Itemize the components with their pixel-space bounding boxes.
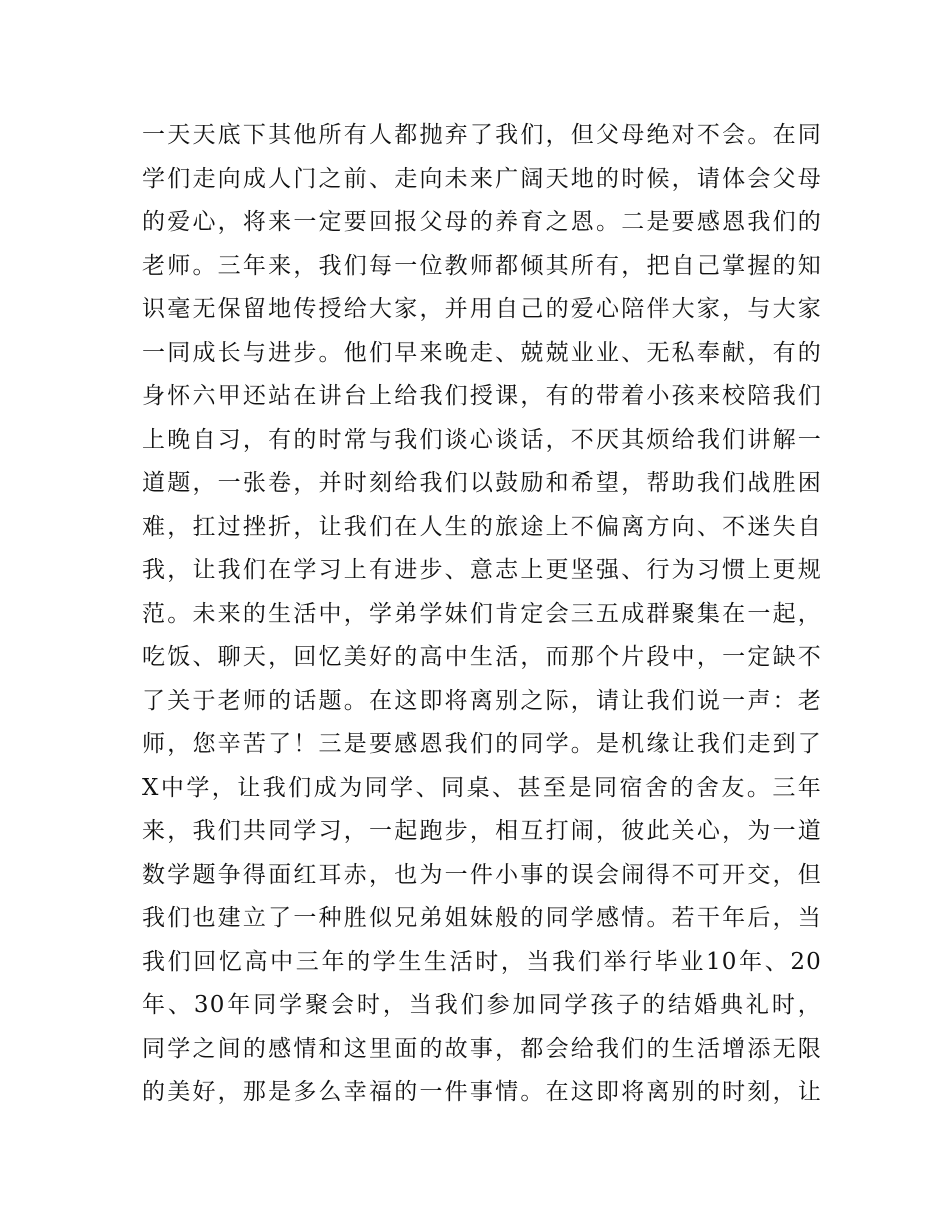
text-line-17: 来，我们共同学习，一起跑步，相互打闹，彼此关心，为一道 xyxy=(142,818,822,844)
text-line-21: 年、30年同学聚会时，当我们参加同学孩子的结婚典礼时， xyxy=(142,992,822,1018)
text-line-12: 范。未来的生活中，学弟学妹们肯定会三五成群聚集在一起， xyxy=(142,600,822,627)
text-line-7: 身怀六甲还站在讲台上给我们授课，有的带着小孩来校陪我们 xyxy=(142,383,822,409)
text-line-9: 道题，一张卷，并时刻给我们以鼓励和希望，帮助我们战胜困 xyxy=(142,470,822,496)
text-line-20: 我们回忆高中三年的学生生活时，当我们举行毕业10年、20 xyxy=(142,948,822,975)
text-line-22: 同学之间的感情和这里面的故事，都会给我们的生活增添无限 xyxy=(142,1035,822,1062)
text-line-6: 一同成长与进步。他们早来晚走、兢兢业业、无私奉献，有的 xyxy=(142,339,822,366)
text-line-1: 一天天底下其他所有人都抛弃了我们，但父母绝对不会。在同 xyxy=(142,122,822,148)
text-line-18: 数学题争得面红耳赤，也为一件小事的误会闹得不可开交，但 xyxy=(142,861,822,888)
text-line-8: 上晚自习，有的时常与我们谈心谈话，不厌其烦给我们讲解一 xyxy=(142,426,822,453)
text-line-19: 我们也建立了一种胜似兄弟姐妹般的同学感情。若干年后，当 xyxy=(142,905,822,931)
text-line-4: 老师。三年来，我们每一位教师都倾其所有，把自己掌握的知 xyxy=(142,252,822,279)
text-line-2: 学们走向成人门之前、走向未来广阔天地的时候，请体会父母 xyxy=(142,165,822,192)
text-line-11: 我，让我们在学习上有进步、意志上更坚强、行为习惯上更规 xyxy=(142,557,822,583)
text-line-14: 了关于老师的话题。在这即将离别之际，请让我们说一声：老 xyxy=(142,687,822,714)
body-paragraph xyxy=(142,114,822,1115)
text-line-23: 的美好，那是多么幸福的一件事情。在这即将离别的时刻，让 xyxy=(142,1079,822,1105)
text-line-16: X中学，让我们成为同学、同桌、甚至是同宿舍的舍友。三年 xyxy=(142,774,822,801)
text-line-10: 难，扛过挫折，让我们在人生的旅途上不偏离方向、不迷失自 xyxy=(142,513,822,540)
text-line-5: 识毫无保留地传授给大家，并用自己的爱心陪伴大家，与大家 xyxy=(142,296,822,322)
text-line-3: 的爱心，将来一定要回报父母的养育之恩。二是要感恩我们的 xyxy=(142,209,822,235)
text-line-15: 师，您辛苦了！三是要感恩我们的同学。是机缘让我们走到了 xyxy=(142,731,822,757)
text-line-13: 吃饭、聊天，回忆美好的高中生活，而那个片段中，一定缺不 xyxy=(142,644,822,670)
